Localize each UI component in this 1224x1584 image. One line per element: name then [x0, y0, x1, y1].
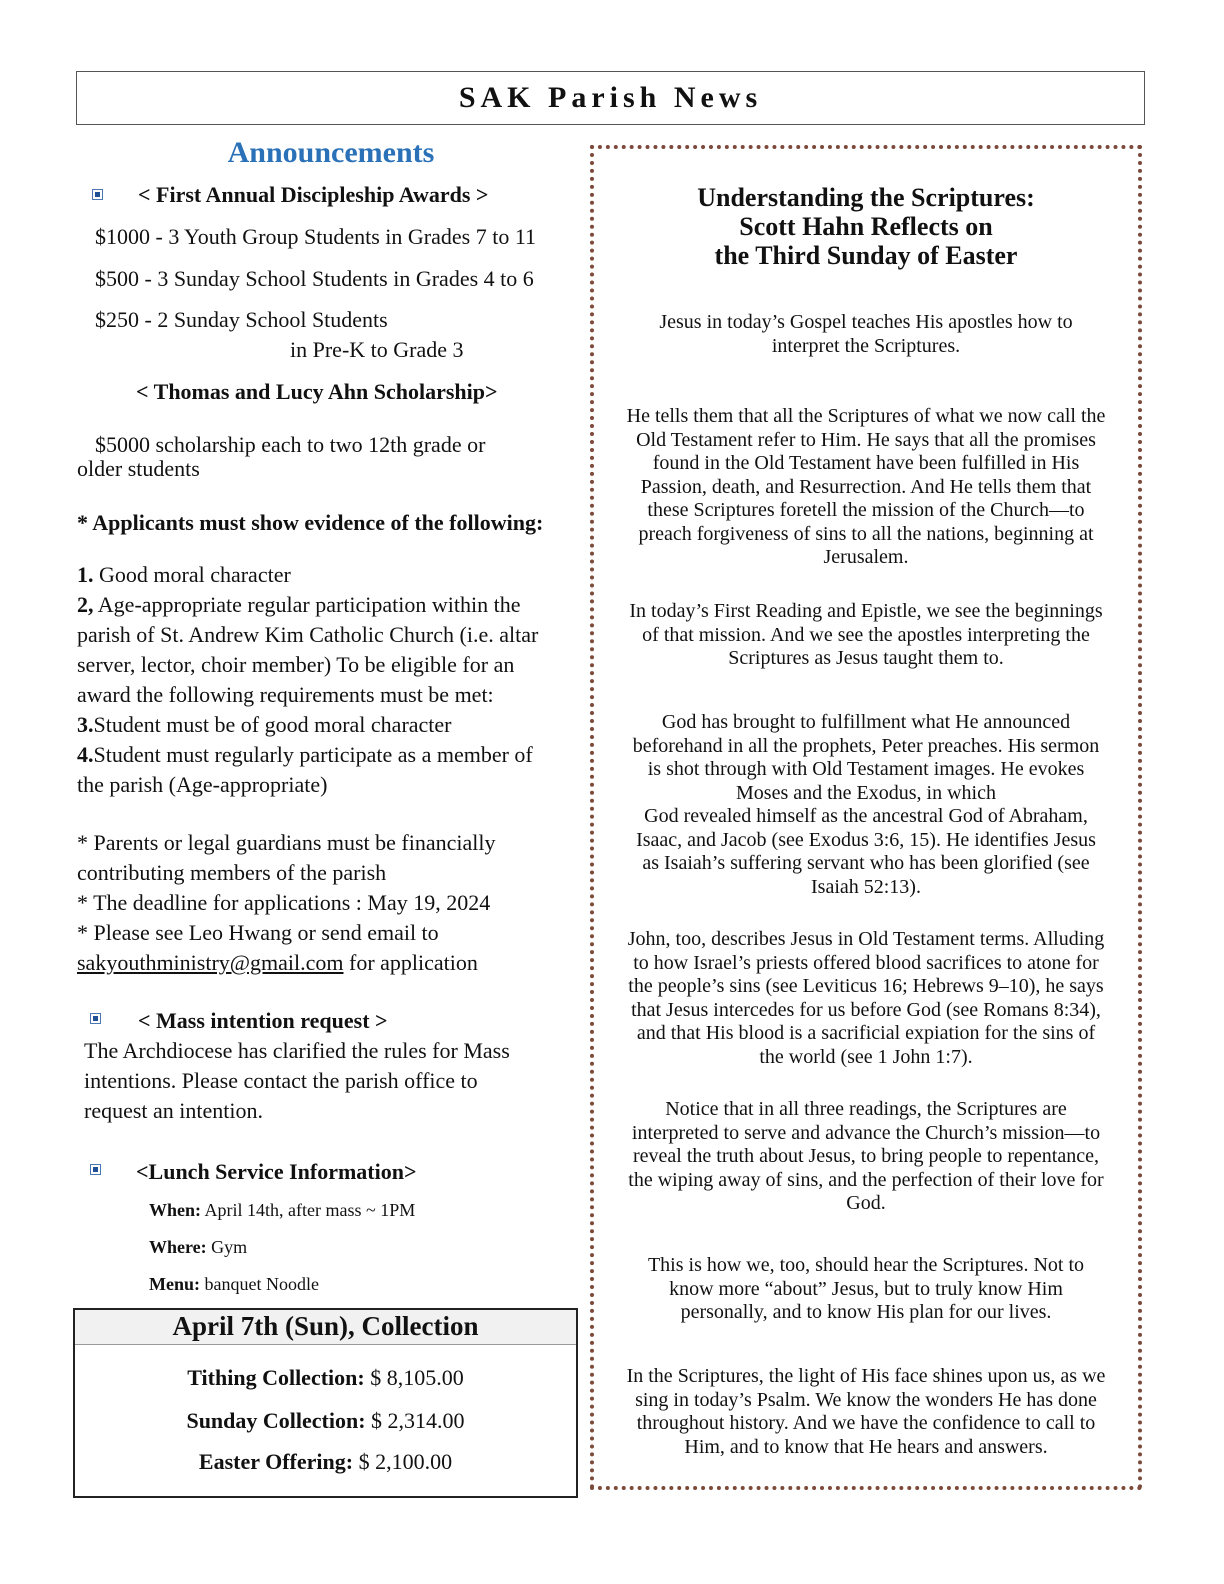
- scripture-line: the people’s sins (see Leviticus 16; Hebrews 9–10), he says: [628, 975, 1104, 997]
- checkbox-bullet-icon: [90, 1164, 101, 1175]
- award-line: in Pre-K to Grade 3: [290, 337, 464, 362]
- award-line: $250 - 2 Sunday School Students: [95, 307, 388, 332]
- note-line: contributing members of the parish: [77, 860, 387, 885]
- scripture-line: In today’s First Reading and Epistle, we see the beginnings: [629, 600, 1103, 622]
- scripture-line: found in the Old Testament have been fulfilled in His: [652, 452, 1080, 474]
- scripture-line: throughout history. And we have the confidence to call to: [636, 1412, 1096, 1434]
- scripture-line: John, too, describes Jesus in Old Testament terms. Alluding: [627, 928, 1105, 950]
- deadline-note: * The deadline for applications : May 19, 2024: [77, 890, 491, 915]
- contact-note: * Please see Leo Hwang or send email to: [77, 920, 439, 945]
- scripture-line: personally, and to know His plan for our lives.: [680, 1301, 1052, 1323]
- lunch-title: <Lunch Service Information>: [136, 1159, 417, 1184]
- scripture-paragraph: [598, 600, 1134, 671]
- lunch-menu: Menu: banquet Noodle: [149, 1274, 319, 1294]
- scholarship-title: < Thomas and Lucy Ahn Scholarship>: [136, 379, 498, 404]
- scripture-title: Understanding the Scriptures: Scott Hahn Reflects on the Third Sunday of Easter: [697, 183, 1035, 270]
- collection-box: [73, 1308, 578, 1498]
- scripture-line: the wiping away of sins, and the perfection of their love for: [628, 1168, 1104, 1191]
- scripture-line: Isaac, and Jacob (see Exodus 3:6, 15). He identifies Jesus: [636, 828, 1096, 851]
- scripture-paragraph: [598, 1254, 1134, 1325]
- sunday-collection: Sunday Collection: $ 2,314.00: [186, 1408, 465, 1433]
- lunch-where: Where: Gym: [149, 1237, 248, 1257]
- scripture-paragraph: [598, 405, 1134, 570]
- masthead: [76, 71, 1145, 125]
- scripture-line: and that His blood is a sacrificial expiation for the sins of: [636, 1022, 1096, 1044]
- scripture-line: This is how we, too, should hear the Scriptures. Not to: [647, 1254, 1085, 1276]
- scripture-reflection-box: [590, 145, 1142, 1490]
- mass-intention-line: request an intention.: [84, 1098, 264, 1123]
- scripture-paragraph: [598, 311, 1134, 358]
- requirement-item: 1. Good moral character: [77, 562, 291, 587]
- scripture-line: is shot through with Old Testament images. He evokes: [647, 758, 1085, 780]
- awards-title: < First Annual Discipleship Awards >: [138, 182, 489, 207]
- requirement-item: 2, Age-appropriate regular participation within the: [77, 592, 521, 617]
- scripture-paragraph: [598, 1098, 1134, 1216]
- requirement-line: award the following requirements must be met:: [77, 682, 494, 707]
- scripture-line: He tells them that all the Scriptures of what we now call the: [626, 405, 1106, 427]
- mass-intention-title: < Mass intention request >: [138, 1008, 388, 1033]
- collection-header: April 7th (Sun), Collection: [75, 1310, 576, 1345]
- note-line: * Parents or legal guardians must be financially: [77, 830, 496, 855]
- easter-offering: Easter Offering: $ 2,100.00: [198, 1449, 453, 1474]
- requirement-line: server, lector, choir member) To be eligible for an: [77, 652, 515, 677]
- scholarship-line: $5000 scholarship each to two 12th grade or: [95, 432, 486, 457]
- scripture-line: know more “about” Jesus, but to truly know Him: [669, 1277, 1063, 1300]
- scripture-line: these Scriptures foretell the mission of the Church—to: [647, 499, 1085, 521]
- scripture-line: God.: [846, 1192, 886, 1214]
- newsletter-title: SAK Parish News: [458, 81, 763, 114]
- requirement-line: the parish (Age-appropriate): [77, 772, 328, 797]
- scripture-line: Scriptures as Jesus taught them to.: [728, 647, 1004, 669]
- email-link[interactable]: sakyouthministry@gmail.com: [77, 950, 344, 975]
- scripture-line: as Isaiah’s suffering servant who has been glorified (see: [642, 852, 1090, 874]
- scripture-line: interpreted to serve and advance the Church’s mission—to: [631, 1121, 1101, 1144]
- scripture-line: of that mission. And we see the apostles interpreting the: [642, 623, 1090, 646]
- scripture-line: In the Scriptures, the light of His face shines upon us, as we: [626, 1365, 1106, 1387]
- scripture-line: Notice that in all three readings, the Scriptures are: [665, 1098, 1067, 1120]
- requirement-item: 3.Student must be of good moral character: [77, 712, 452, 737]
- scripture-line: beforehand in all the prophets, Peter preaches. His sermon: [632, 734, 1100, 757]
- scripture-line: that Jesus intercedes for us before God (see Romans 8:34),: [631, 998, 1101, 1021]
- requirements-heading: * Applicants must show evidence of the following:: [77, 510, 544, 535]
- requirement-item: 4.Student must regularly participate as a member of: [77, 742, 533, 767]
- checkbox-bullet-icon: [92, 189, 103, 200]
- scripture-line: Jerusalem.: [823, 546, 909, 568]
- email-line: sakyouthministry@gmail.com for application: [77, 950, 478, 975]
- scripture-line: Isaiah 52:13).: [811, 875, 921, 898]
- tithing-collection: Tithing Collection: $ 8,105.00: [187, 1365, 464, 1390]
- scripture-paragraph: [598, 1365, 1134, 1459]
- award-line: $1000 - 3 Youth Group Students in Grades 7 to 11: [95, 224, 537, 249]
- scripture-line: sing in today’s Psalm. We know the wonders He has done: [635, 1388, 1097, 1411]
- scripture-line: God revealed himself as the ancestral God of Abraham,: [644, 805, 1088, 827]
- scripture-line: Old Testament refer to Him. He says that all the promises: [636, 428, 1096, 451]
- scripture-paragraph: [598, 928, 1134, 1069]
- mass-intention-line: intentions. Please contact the parish office to: [84, 1068, 478, 1093]
- scripture-line: Passion, death, and Resurrection. And He tells them that: [640, 475, 1092, 498]
- scholarship-line: older students: [77, 456, 200, 481]
- checkbox-bullet-icon: [90, 1013, 101, 1024]
- lunch-when: When: April 14th, after mass ~ 1PM: [149, 1200, 416, 1220]
- scripture-line: the world (see 1 John 1:7).: [759, 1045, 973, 1068]
- scripture-line: God has brought to fulfillment what He announced: [661, 711, 1071, 733]
- scripture-paragraph: [598, 711, 1134, 899]
- scripture-line: reveal the truth about Jesus, to bring people to repentance,: [633, 1145, 1099, 1167]
- award-line: $500 - 3 Sunday School Students in Grades 4 to 6: [95, 266, 534, 291]
- scripture-line: Him, and to know that He hears and answers.: [684, 1435, 1048, 1458]
- requirement-line: parish of St. Andrew Kim Catholic Church (i.e. altar: [77, 622, 539, 647]
- announcements-heading: Announcements: [227, 136, 435, 169]
- scripture-line: interpret the Scriptures.: [771, 334, 961, 357]
- mass-intention-line: The Archdiocese has clarified the rules for Mass: [84, 1038, 510, 1063]
- scripture-line: preach forgiveness of sins to all the nations, beginning at: [638, 522, 1094, 545]
- scripture-line: to how Israel’s priests offered blood sacrifices to atone for: [633, 951, 1099, 974]
- scripture-line: Moses and the Exodus, in which: [736, 781, 996, 804]
- scripture-line: Jesus in today’s Gospel teaches His apostles how to: [659, 311, 1073, 333]
